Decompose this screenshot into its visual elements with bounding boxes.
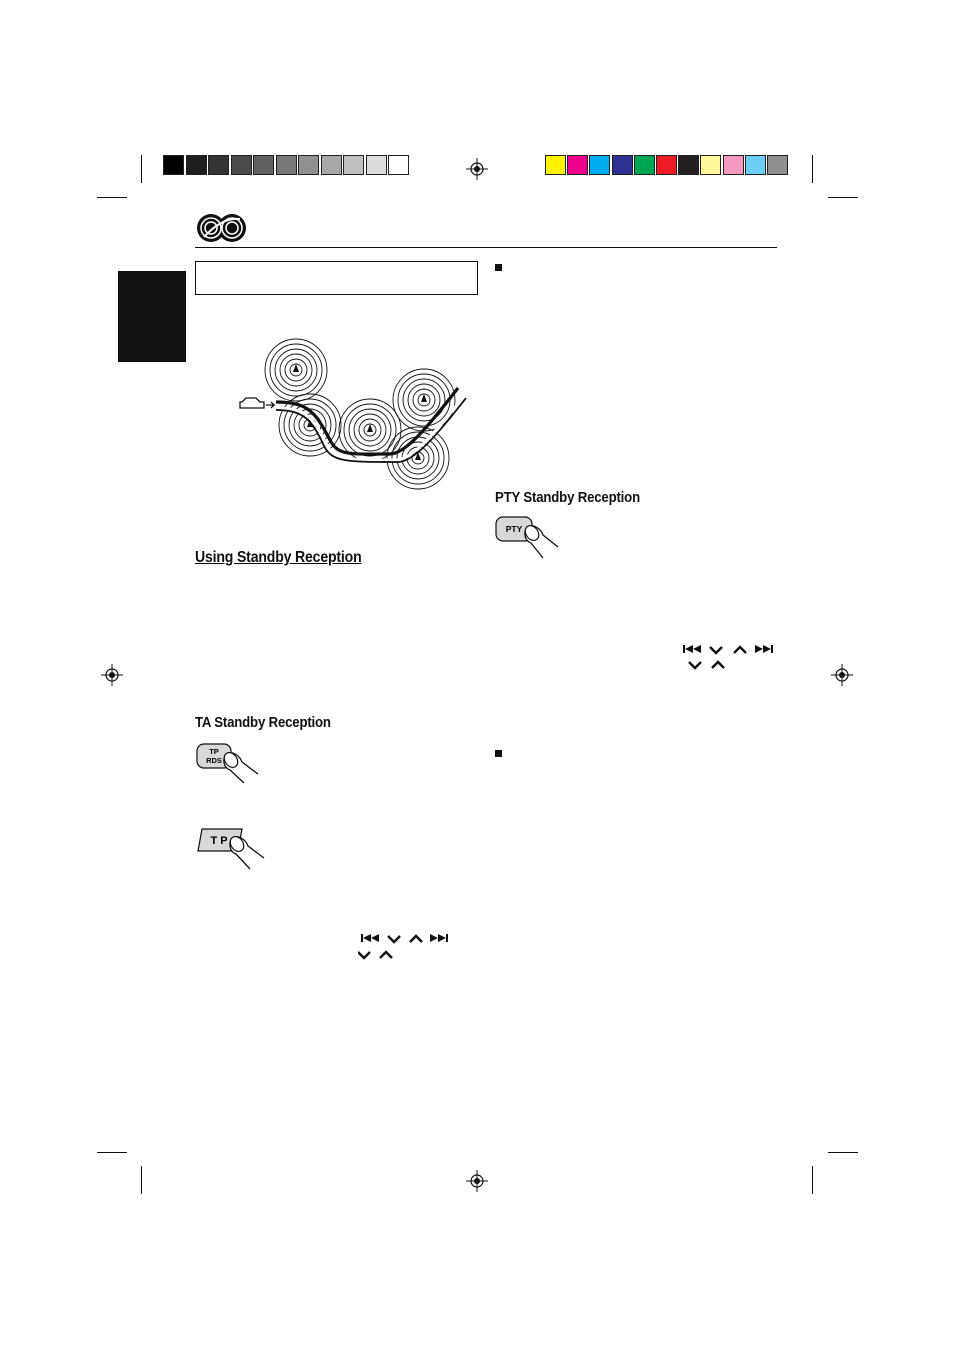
grayscale-swatch — [366, 155, 387, 175]
tp-rds-label-top: TP — [209, 747, 219, 756]
color-swatch — [634, 155, 655, 175]
finger-press-icon — [221, 750, 258, 783]
grayscale-swatch — [208, 155, 229, 175]
color-swatch — [656, 155, 677, 175]
crop-mark — [812, 155, 813, 183]
crop-mark — [828, 1152, 858, 1153]
grayscale-swatch — [186, 155, 207, 175]
registration-mark-icon — [101, 664, 123, 686]
up-arrow-icon — [734, 647, 746, 653]
pty-standby-heading: PTY Standby Reception — [495, 489, 640, 506]
crop-mark — [97, 1152, 127, 1153]
header-rule — [195, 247, 777, 248]
crop-mark — [97, 197, 127, 198]
car-icon — [240, 398, 274, 408]
color-swatch — [745, 155, 766, 175]
registration-mark-icon — [466, 1170, 488, 1192]
rds-logo-icon — [196, 211, 248, 245]
color-swatch — [700, 155, 721, 175]
ta-standby-heading: TA Standby Reception — [195, 714, 331, 731]
color-swatch — [567, 155, 588, 175]
bullet-square-icon — [495, 264, 502, 271]
skip-forward-icon — [430, 934, 448, 942]
grayscale-swatch — [388, 155, 409, 175]
finger-press-icon — [227, 834, 264, 869]
finger-press-icon — [522, 523, 558, 558]
grayscale-swatch — [298, 155, 319, 175]
pty-button[interactable] — [495, 515, 561, 559]
crop-mark — [828, 197, 858, 198]
tp-button-label: T P — [210, 835, 228, 847]
down-arrow-icon — [689, 662, 701, 668]
color-swatch — [723, 155, 744, 175]
up-arrow-icon — [712, 662, 724, 668]
color-swatch — [678, 155, 699, 175]
right-control-symbols — [682, 641, 778, 673]
color-swatch — [545, 155, 566, 175]
pty-button-label: PTY — [505, 524, 523, 534]
grayscale-swatch — [321, 155, 342, 175]
crop-mark — [141, 155, 142, 183]
grayscale-swatch — [253, 155, 274, 175]
skip-forward-icon — [755, 645, 773, 653]
down-arrow-icon — [358, 952, 370, 958]
using-standby-heading: Using Standby Reception — [195, 549, 362, 566]
up-arrow-icon — [410, 936, 422, 942]
registration-mark-icon — [831, 664, 853, 686]
language-tab — [118, 271, 186, 362]
left-control-symbols — [358, 930, 454, 962]
color-swatch — [767, 155, 788, 175]
crop-mark — [141, 1166, 142, 1194]
down-arrow-icon — [388, 936, 400, 942]
tp-rds-button[interactable] — [196, 742, 262, 784]
bullet-square-icon — [495, 750, 502, 757]
skip-back-icon — [683, 645, 701, 653]
grayscale-swatch — [163, 155, 184, 175]
color-swatch — [589, 155, 610, 175]
grayscale-swatch — [231, 155, 252, 175]
broadcast-network-diagram — [230, 336, 470, 494]
up-arrow-icon — [380, 952, 392, 958]
down-arrow-icon — [710, 647, 722, 653]
skip-back-icon — [361, 934, 379, 942]
registration-mark-icon — [466, 158, 488, 180]
grayscale-swatch — [276, 155, 297, 175]
tp-rds-label-bottom: RDS — [206, 756, 222, 765]
grayscale-swatch — [343, 155, 364, 175]
color-swatch — [612, 155, 633, 175]
crop-mark — [812, 1166, 813, 1194]
tp-button[interactable] — [196, 826, 266, 870]
section-title-box — [195, 261, 478, 295]
